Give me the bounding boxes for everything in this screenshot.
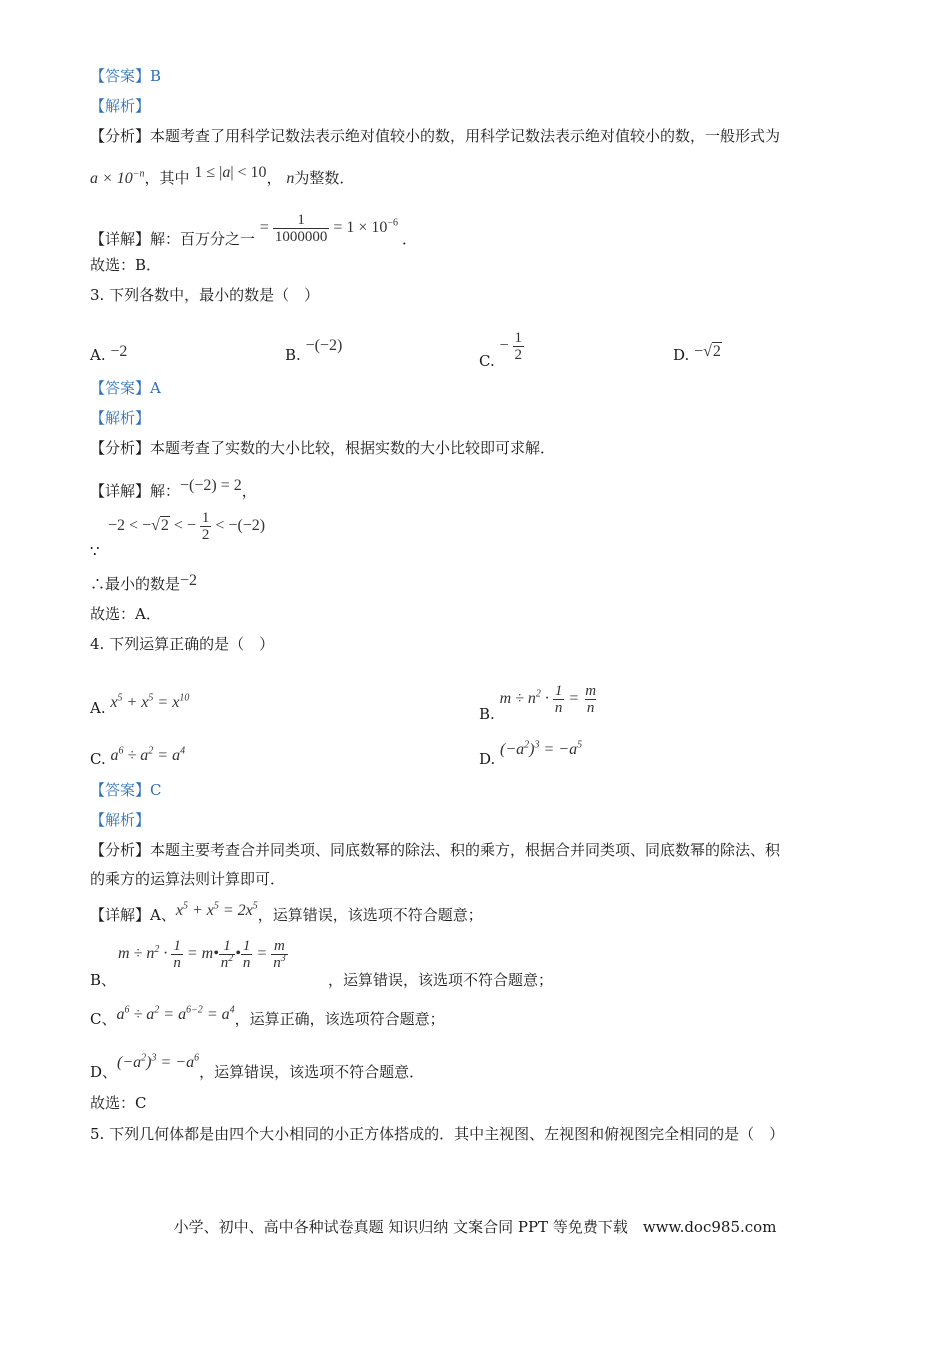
q3-xiangjie: 【详解】解：−(−2) = 2， (90, 477, 257, 500)
q4-xiangjie-a: 【详解】A、$x^5 + x^5 = 2x^5$，运算错误，该选项不符合题意； (90, 900, 483, 924)
q4-option-a: A. $x^5 + x^5 = x^{10}$ (90, 692, 190, 717)
formula-n: n (286, 170, 295, 187)
q3-option-b: B. −(−2) (285, 337, 343, 364)
q4-option-c: C. $a^6 \div a^2 = a^4$ (90, 745, 186, 768)
q3-jiexi: 【解析】 (90, 409, 151, 427)
q2-general-form: $a \times 10^{-n}$，其中 1 ≤ |a| < 10， n为整数． (90, 164, 355, 187)
q4-option-b: B. $m \div n^2$ · $\frac{1}{n}$ = $\frac{m}{n}$ (479, 683, 597, 724)
formula-one-millionth: = $\frac{1}{1000000}$ = $1 \times 10^{-6}$ (259, 212, 399, 245)
q2-answer: 【答案】B (90, 67, 162, 85)
q4-option-d: D. $(-a^2)^3 = -a^5$ (479, 739, 583, 768)
q3-fenxi: 【分析】本题考查了实数的大小比较，根据实数的大小比较即可求解． (90, 439, 556, 457)
formula-a-times-10-neg-n: $a \times 10^{-n}$ (90, 168, 145, 187)
q4-xiangjie-c: C、$a^6 \div a^2 = a^{6-2} = a^4$，运算正确，该选项符合题意； (90, 1004, 445, 1028)
formula-comparison: −2 < −√2 < − $\frac{1}{2}$ < −(−2) (108, 510, 266, 543)
q3-option-c: C. − $\frac{1}{2}$ (479, 330, 523, 371)
q2-fenxi: 【分析】本题考查了用科学记数法表示绝对值较小的数，用科学记数法表示绝对值较小的数，一般形式为 (90, 127, 781, 145)
q4-answer: 【答案】C (90, 781, 162, 799)
q3-answer: 【答案】A (90, 379, 161, 397)
page-footer: 小学、初中、高中各种试卷真题 知识归纳 文案合同 PPT 等免费下载 www.doc985.com (173, 1218, 777, 1236)
q2-guxuan: 故选：B． (90, 256, 162, 274)
q3-guxuan: 故选：A． (90, 605, 161, 623)
q4-fenxi-1: 【分析】本题主要考查合并同类项、同底数幂的除法、积的乘方，根据合并同类项、同底数幂的除法、积 (90, 841, 781, 859)
q3-because: ∵ (90, 542, 100, 560)
q4-jiexi: 【解析】 (90, 811, 151, 829)
q4-xiangjie-b: B、 ，运算错误，该选项不符合题意； (90, 971, 554, 989)
q2-jiexi: 【解析】 (90, 97, 151, 115)
q3-option-a: A. −2 (90, 343, 128, 364)
q5-question: 5. 下列几何体都是由四个大小相同的小正方体搭成的．其中主视图、左视图和俯视图完全相同的是（ ） (90, 1125, 785, 1143)
q4-xiangjie-d: D、$(-a^2)^3 = -a^6$，运算错误，该选项不符合题意． (90, 1052, 425, 1081)
formula-b-detail: $m \div n^2$ · $\frac{1}{n}$ = m• $\frac{1}{n^2}$ • $\frac{1}{n}$ = $\frac{m}{n^3}$ (118, 938, 286, 971)
formula-range: 1 ≤ |a| < 10 (194, 164, 267, 181)
q3-option-d: D. −√2 (673, 343, 721, 364)
q2-xiangjie: 【详解】解：百万分之一 = $\frac{1}{1000000}$ = $1 \times 10^{-6}$ ． (90, 212, 418, 249)
q3-question: 3. 下列各数中，最小的数是（ ） (90, 286, 320, 304)
q4-guxuan: 故选：C (90, 1094, 147, 1112)
q4-fenxi-2: 的乘方的运算法则计算即可． (90, 870, 286, 888)
q4-question: 4. 下列运算正确的是（ ） (90, 635, 275, 653)
formula-neg-neg-2: −(−2) = 2 (180, 477, 242, 494)
q3-therefore: ∴最小的数是−2 (90, 572, 198, 593)
